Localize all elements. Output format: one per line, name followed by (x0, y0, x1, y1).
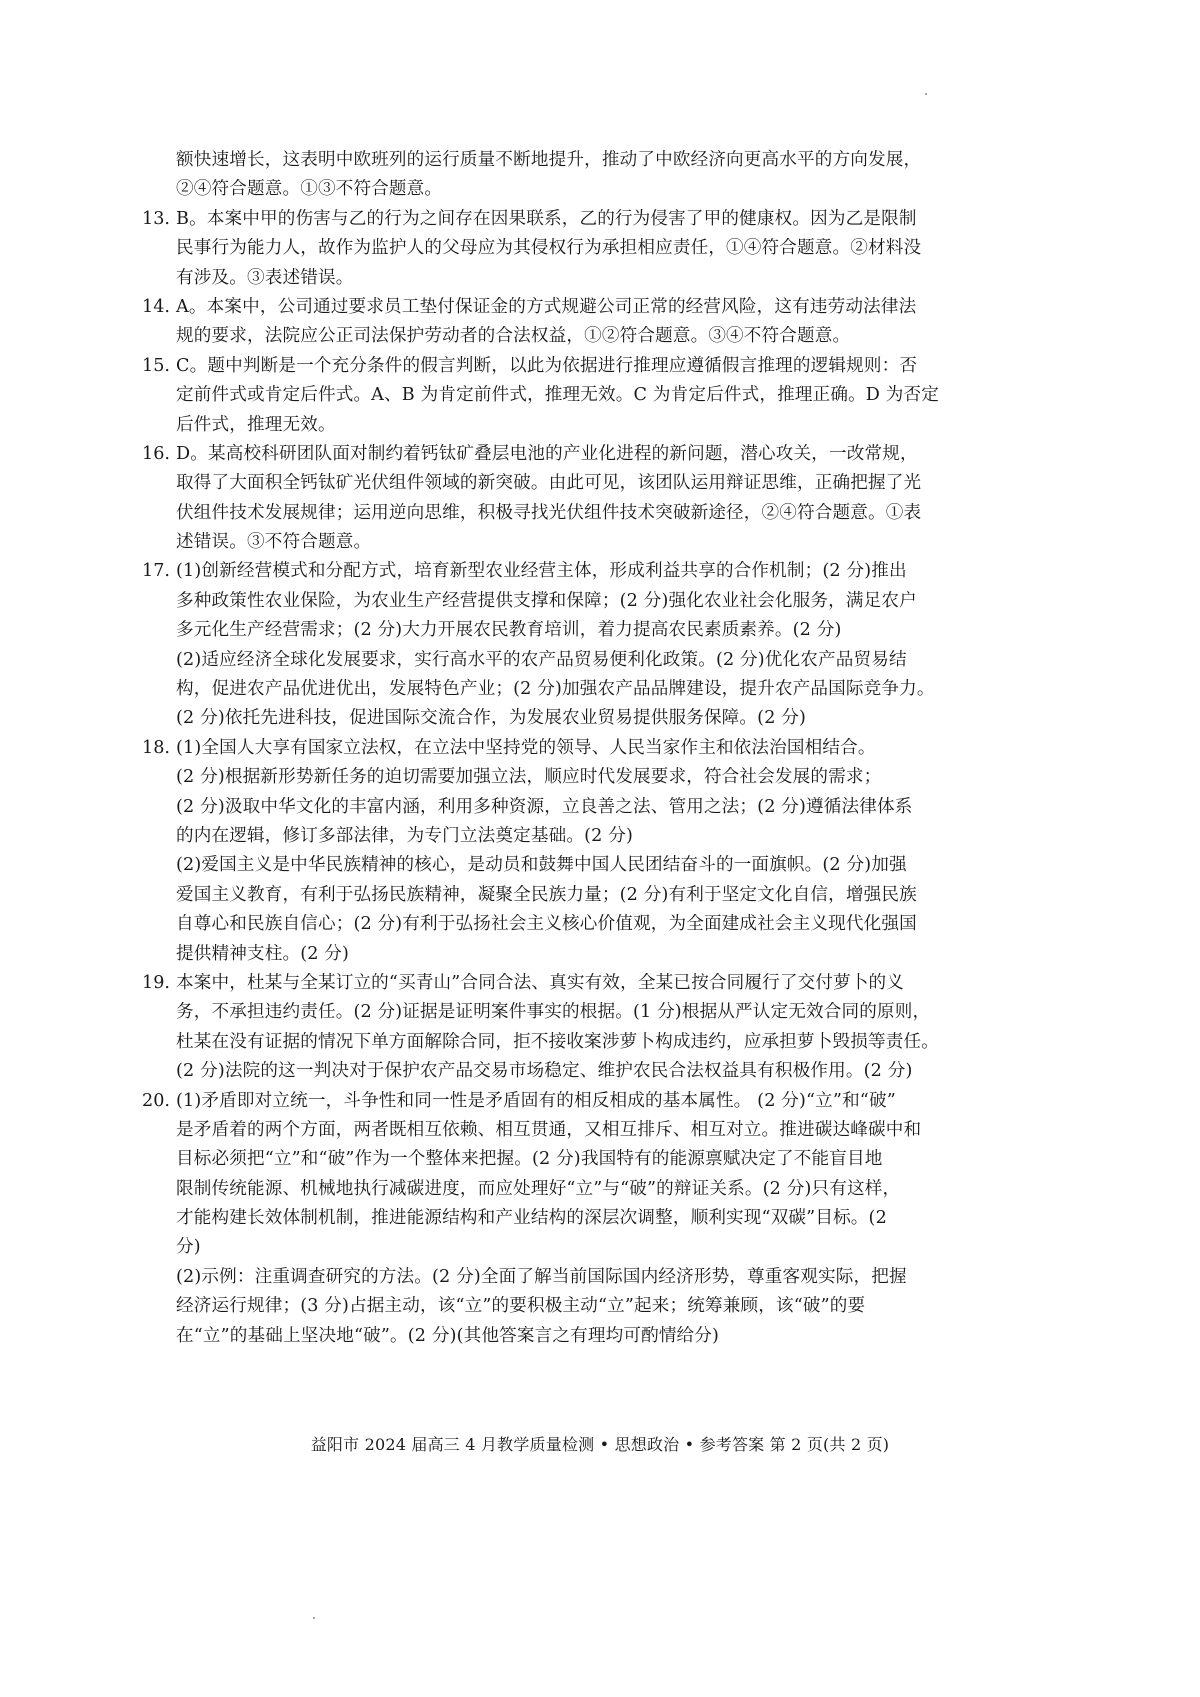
answer-line: 限制传统能源、机械地执行减碳进度，而应处理好“立”与“破”的辩证关系。(2 分)只有这样， (176, 1178, 901, 1199)
answer-line: 才能构建长效体制机制，推进能源结构和产业结构的深层次调整，顺利实现“双碳”目标。(2 (176, 1208, 887, 1229)
scan-speck (313, 1617, 315, 1619)
answer-line: 爱国主义教育，有利于弘扬民族精神，凝聚全民族力量；(2 分)有利于坚定文化自信，增强民族 (176, 884, 917, 905)
answer-line: 分) (176, 1237, 201, 1258)
answer-line: ②④符合题意。①③不符合题意。 (176, 179, 443, 200)
scan-speck (925, 93, 927, 95)
question-number: 19. (142, 972, 170, 993)
answer-line: 有涉及。③表述错误。 (176, 267, 354, 288)
answer-line: (2 分)汲取中华文化的丰富内涵，利用多种资源，立良善之法、管用之法；(2 分)遵循法律体系 (176, 796, 913, 817)
answer-line: 伏组件技术发展规律；运用逆向思维，积极寻找光伏组件技术突破新途径，②④符合题意。①表 (176, 502, 922, 523)
answer-line: 取得了大面积全钙钛矿光伏组件领域的新突破。由此可见，该团队运用辩证思维，正确把握了光 (176, 473, 922, 494)
answer-line: (2)适应经济全球化发展要求，实行高水平的农产品贸易便利化政策。(2 分)优化农产品贸易结 (176, 649, 907, 670)
answer-body (142, 146, 1056, 1351)
answer-line: A。本案中，公司通过要求员工垫付保证金的方式规避公司正常的经营风险，这有违劳动法律法 (176, 296, 917, 317)
answer-item (142, 969, 1056, 1087)
question-number: 13. (142, 208, 170, 229)
answer-line: 提供精神支柱。(2 分) (176, 943, 350, 964)
answer-line: C。题中判断是一个充分条件的假言判断，以此为依据进行推理应遵循假言推理的逻辑规则：否 (176, 355, 918, 376)
answer-item (142, 352, 1056, 440)
question-number: 20. (142, 1090, 170, 1111)
question-number: 17. (142, 561, 170, 582)
answer-line: 务，不承担违约责任。(2 分)证据是证明案件事实的根据。(1 分)根据从严认定无效合同的原则， (176, 1002, 931, 1023)
answer-line: 的内在逻辑，修订多部法律，为专门立法奠定基础。(2 分) (176, 825, 633, 846)
answer-line: 构，促进农产品优进优出，发展特色产业；(2 分)加强农产品品牌建设，提升农产品国际竞争力。 (176, 679, 935, 700)
answer-line: (2 分)根据新形势新任务的迫切需要加强立法，顺应时代发展要求，符合社会发展的需求； (176, 767, 882, 788)
answer-item (142, 734, 1056, 969)
answer-line: D。某高校科研团队面对制约着钙钛矿叠层电池的产业化进程的新问题，潜心攻关，一改常规， (176, 443, 918, 464)
page-footer: 益阳市 2024 届高三 4 月教学质量检测 • 思想政治 • 参考答案 第 2 页(共 2 页) (310, 1435, 890, 1454)
answer-line: (1)矛盾即对立统一，斗争性和同一性是矛盾固有的相反相成的基本属性。 (2 分)“立”和“破” (176, 1090, 896, 1111)
answer-line: 规的要求，法院应公正司法保护劳动者的合法权益，①②符合题意。③④不符合题意。 (176, 326, 851, 347)
answer-line: 经济运行规律；(3 分)占据主动，该“立”的要积极主动“立”起来；统筹兼顾，该“破”的要 (176, 1296, 866, 1317)
answer-item (176, 146, 1056, 205)
answer-line: 定前件式或肯定后件式。A、B 为肯定前件式，推理无效。C 为肯定后件式，推理正确。D 为否定 (176, 385, 940, 406)
answer-line: 自尊心和民族自信心；(2 分)有利于弘扬社会主义核心价值观，为全面建成社会主义现代化强国 (176, 914, 917, 935)
answer-line: (2)爱国主义是中华民族精神的核心，是动员和鼓舞中国人民团结奋斗的一面旗帜。(2 分)加强 (176, 855, 907, 876)
answer-line: (1)全国人大享有国家立法权，在立法中坚持党的领导、人民当家作主和依法治国相结合。 (176, 737, 876, 758)
answer-line: 在“立”的基础上坚决地“破”。(2 分)(其他答案言之有理均可酌情给分) (176, 1325, 720, 1346)
answer-line: (2 分)依托先进科技，促进国际交流合作，为发展农业贸易提供服务保障。(2 分) (176, 708, 807, 729)
question-number: 16. (142, 443, 170, 464)
question-number: 15. (142, 355, 170, 376)
answer-line: (1)创新经营模式和分配方式，培育新型农业经营主体，形成利益共享的合作机制；(2 分)推出 (176, 561, 907, 582)
answer-item (142, 1087, 1056, 1352)
answer-item (142, 205, 1056, 293)
answer-line: 述错误。③不符合题意。 (176, 532, 372, 553)
answer-line: 是矛盾着的两个方面，两者既相互依赖、相互贯通，又相互排斥、相互对立。推进碳达峰碳中和 (176, 1119, 922, 1140)
question-number: 18. (142, 737, 170, 758)
answer-item (142, 293, 1056, 352)
answer-line: 多种政策性农业保险，为农业生产经营提供支撑和保障；(2 分)强化农业社会化服务，满足农户 (176, 590, 917, 611)
answer-line: 民事行为能力人，故作为监护人的父母应为其侵权行为承担相应责任，①④符合题意。②材料没 (176, 238, 922, 259)
answer-item (142, 557, 1056, 733)
answer-line: (2 分)法院的这一判决对于保护农产品交易市场稳定、维护农民合法权益具有积极作用。(2 分) (176, 1061, 913, 1082)
answer-line: 多元化生产经营需求；(2 分)大力开展农民教育培训，着力提高农民素质素养。(2 分) (176, 620, 842, 641)
answer-item (142, 440, 1056, 558)
answer-line: 本案中，杜某与全某订立的“买青山”合同合法、真实有效，全某已按合同履行了交付萝卜的义 (176, 972, 905, 993)
answer-line: B。本案中甲的伤害与乙的行为之间存在因果联系，乙的行为侵害了甲的健康权。因为乙是限制 (176, 208, 917, 229)
answer-line: 杜某在没有证据的情况下单方面解除合同，拒不接收案涉萝卜构成违约，应承担萝卜毁损等责任。 (176, 1031, 939, 1052)
answer-line: (2)示例：注重调查研究的方法。(2 分)全面了解当前国际国内经济形势，尊重客观实际，把握 (176, 1266, 907, 1287)
question-number: 14. (142, 296, 170, 317)
answer-line: 额快速增长，这表明中欧班列的运行质量不断地提升，推动了中欧经济向更高水平的方向发展， (176, 150, 922, 170)
answer-line: 目标必须把“立”和“破”作为一个整体来把握。(2 分)我国特有的能源禀赋决定了不能盲目地 (176, 1149, 883, 1170)
answer-line: 后件式，推理无效。 (176, 414, 336, 435)
